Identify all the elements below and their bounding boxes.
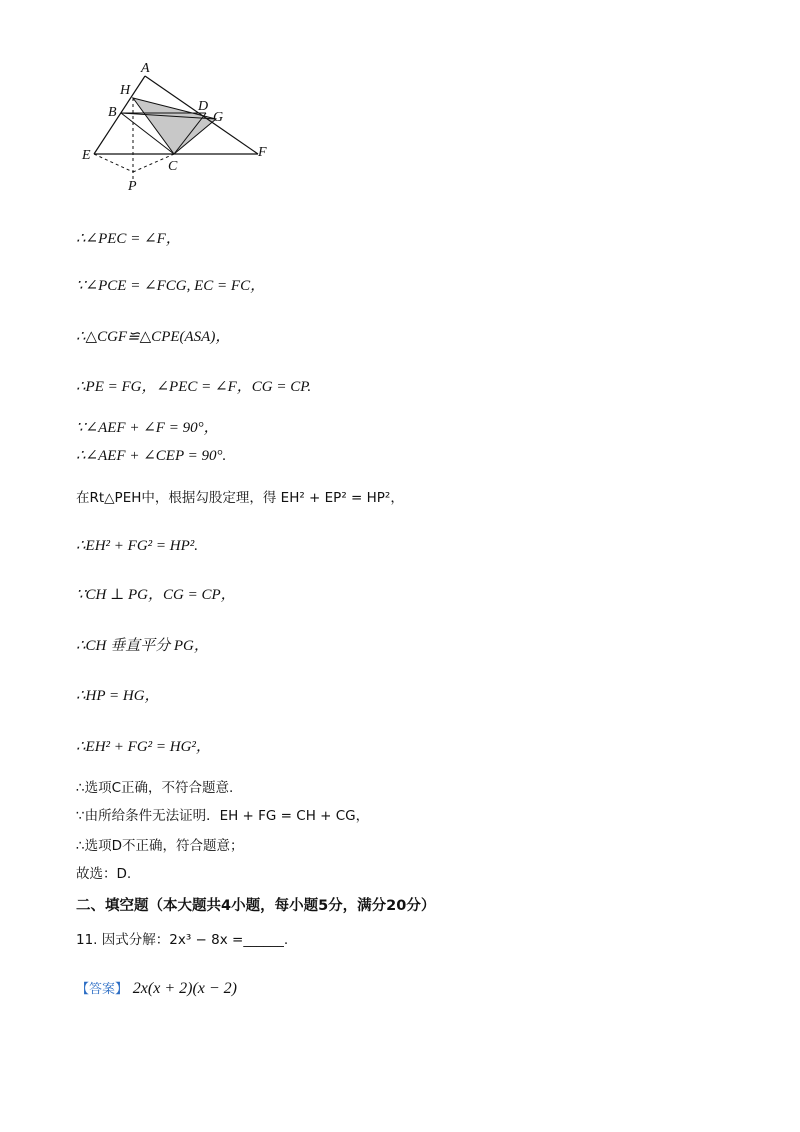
proof-line-9: ∵CH ⊥ PG，CG = CP， [76,587,236,603]
segment-ep-dashed [94,154,133,172]
proof-line-1: ∴∠PEC = ∠F， [76,231,181,247]
label-b: B [108,105,117,120]
proof-line-5: ∵∠AEF + ∠F = 90°， [76,420,219,436]
label-f: F [258,145,267,160]
proof-line-6: ∴∠AEF + ∠CEP = 90°. [76,448,227,464]
proof-line-10: ∴CH 垂直平分 PG， [76,638,209,654]
proof-line-11: ∴HP = HG， [76,688,160,704]
label-h: H [120,83,131,98]
proof-line-15: ∴选项D不正确，符合题意； [76,838,244,854]
proof-line-14: ∵由所给条件无法证明．EH + FG = CH + CG， [76,808,370,824]
proof-line-3: ∴△CGF≌△CPE(ASA)， [76,329,231,345]
label-g: G [213,110,224,125]
label-c: C [168,159,178,174]
geometry-figure [78,58,278,198]
answer-row [76,978,237,1000]
question-11: 11. 因式分解：2x³ − 8x =______. [76,932,289,948]
answer-text: 2x(x + 2)(x − 2) [132,980,238,997]
proof-line-2: ∵∠PCE = ∠FCG, EC = FC， [76,278,266,294]
proof-line-16: 故选：D. [76,866,132,882]
proof-line-12: ∴EH² + FG² = HG²， [76,739,211,755]
proof-line-7: 在Rt△PEH中，根据勾股定理，得 EH² + EP² = HP²， [76,490,404,506]
label-p: P [128,179,137,194]
proof-line-4: ∴PE = FG，∠PEC = ∠F，CG = CP. [76,379,312,395]
label-d: D [198,99,209,114]
answer-tag: 【答案】 [76,982,129,997]
label-e: E [82,148,91,163]
proof-line-8: ∴EH² + FG² = HP². [76,538,199,554]
section-heading: 二、填空题（本大题共4小题，每小题5分，满分20分） [76,898,436,914]
label-a: A [141,61,150,76]
proof-line-13: ∴选项C正确，不符合题意. [76,780,234,796]
